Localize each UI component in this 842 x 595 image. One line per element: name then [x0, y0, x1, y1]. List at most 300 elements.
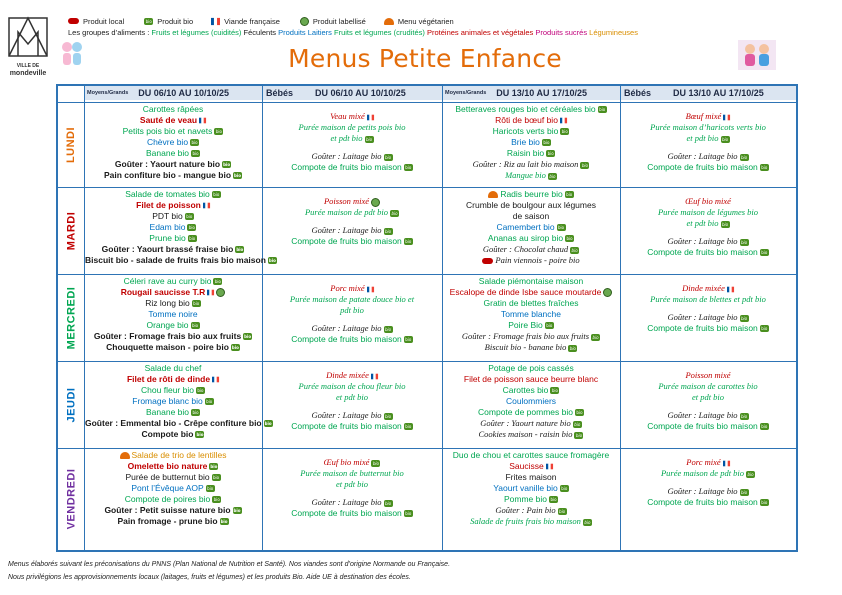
menu-item — [443, 104, 619, 115]
menu-item — [263, 421, 441, 432]
bio-icon: bio — [592, 334, 599, 340]
bio-icon: bio — [268, 258, 276, 264]
menu-item — [85, 483, 261, 494]
menu-item — [621, 457, 795, 468]
bio-icon: bio — [405, 511, 412, 517]
menu-item — [621, 294, 795, 305]
menu-item — [85, 363, 261, 374]
menu-item-text: Compote de fruits bio maison — [291, 421, 402, 431]
menu-item-text: Chèvre bio — [146, 137, 189, 147]
menu-cell — [263, 189, 441, 273]
menu-item — [263, 144, 441, 151]
menu-item — [263, 305, 441, 316]
menu-item — [621, 403, 795, 410]
menu-item — [85, 233, 261, 244]
vegetarian-icon — [384, 18, 394, 25]
menu-item-text: Salade de fruits frais bio maison — [470, 516, 581, 526]
row-divider — [58, 361, 796, 362]
menu-item — [621, 111, 795, 122]
menu-item — [621, 479, 795, 486]
menu-item-text: Raisin bio — [506, 148, 545, 158]
groups-intro: Les groupes d’aliments : — [68, 28, 150, 37]
menu-item — [443, 331, 619, 342]
bio-icon: bio — [385, 413, 392, 419]
bio-icon: bio — [566, 192, 573, 198]
header-cell — [620, 86, 796, 100]
menu-item — [85, 385, 261, 396]
menu-item-text: Goûter : Yaourt nature bio — [114, 159, 221, 169]
bio-icon: bio — [576, 410, 583, 416]
header-week-label: DU 06/10 AU 10/10/25 — [138, 88, 229, 98]
menu-item-text: Compote de fruits bio maison — [647, 323, 758, 333]
group-laitiers: Produits Laitiers — [278, 28, 332, 37]
menu-item — [621, 421, 795, 432]
menu-item-text: Goûter : Pain bio — [495, 505, 556, 515]
menu-item-text: Duo de chou et carottes sauce fromagère — [452, 450, 610, 460]
menu-cell — [443, 189, 619, 273]
menu-item-text: Goûter : Yaourt nature bio — [480, 418, 571, 428]
menu-item — [263, 323, 441, 334]
footer-line-2: Nous privilégions les approvisionnements locaux (laitages, fruits et légumes) et les produits Bio. Aide UE à destination des écoles. — [8, 574, 411, 581]
menu-item — [443, 115, 619, 126]
day-label-mardi — [58, 187, 84, 274]
bio-icon: bio — [385, 154, 392, 160]
day-name: MARDI — [65, 211, 77, 250]
day-label-mercredi — [58, 274, 84, 361]
menu-item-text: Orange bio — [146, 320, 189, 330]
legend-local — [68, 17, 124, 26]
menu-item-text: Goûter : Laitage bio — [667, 312, 738, 322]
menu-item-text: Prune bio — [149, 233, 186, 243]
menu-item-text: Cookies maison - raisin bio — [478, 429, 573, 439]
menu-item-text: Purée de butternut bio — [125, 472, 210, 482]
french-flag-icon — [212, 376, 219, 383]
menu-item — [621, 370, 795, 381]
menu-item-text: Salade de trio de lentilles — [131, 450, 227, 460]
menu-item — [263, 490, 441, 497]
menu-item — [443, 385, 619, 396]
bio-icon: bio — [213, 192, 220, 198]
bio-icon: bio — [189, 236, 196, 242]
menu-cell — [263, 104, 441, 186]
menu-item-text: Banane bio — [145, 407, 189, 417]
menu-item — [443, 407, 619, 418]
header-cell — [84, 86, 262, 100]
bio-icon: bio — [385, 326, 392, 332]
menu-item — [85, 407, 261, 418]
group-legumineuses: Légumineuses — [589, 28, 638, 37]
menu-item-text: Compote de fruits bio maison — [647, 162, 758, 172]
french-flag-icon — [560, 117, 567, 124]
menu-item — [443, 137, 619, 148]
menu-item-text: Biscuit bio - salade de fruits frais bio maison — [85, 255, 266, 265]
menu-item-text: Purée maison de pdt bio — [304, 207, 389, 217]
group-sucres: Produits sucrés — [535, 28, 588, 37]
menu-item-text: Tomme noire — [148, 309, 198, 319]
menu-item — [443, 461, 619, 472]
menu-item — [621, 229, 795, 236]
menu-item — [85, 222, 261, 233]
group-proteines: Protéines animales et végétales — [426, 28, 534, 37]
footer-line-1: Menus élaborés suivant les préconisations du PNNS (Plan National de Nutrition et Santé). Nos viandes sont d’origine Normande ou Française. — [8, 561, 451, 568]
day-name: VENDREDI — [65, 468, 77, 530]
bio-icon: bio — [385, 228, 392, 234]
bio-icon: bio — [233, 508, 241, 514]
menu-item — [443, 320, 619, 331]
header-moyens-label: Moyens/Grands — [87, 90, 129, 96]
menu-item — [443, 222, 619, 233]
bio-icon: bio — [741, 413, 748, 419]
row-divider — [58, 448, 796, 449]
bio-icon: bio — [385, 500, 392, 506]
bio-icon: bio — [546, 323, 553, 329]
menu-cell — [85, 276, 261, 360]
bio-icon: bio — [721, 136, 729, 142]
page-title: Menus Petite Enfance — [288, 44, 562, 73]
french-flag-icon — [211, 17, 220, 26]
menu-item-text: Purée maison de pdt bio — [660, 468, 745, 478]
bio-icon: bio — [213, 475, 220, 481]
menu-item-text: Purée maison de chou fleur bio — [298, 381, 406, 391]
menu-item — [443, 418, 619, 429]
menu-item — [443, 148, 619, 159]
menu-item — [85, 429, 261, 440]
menu-item — [263, 151, 441, 162]
bio-icon: bio — [405, 337, 412, 343]
day-label-vendredi — [58, 448, 84, 550]
menu-item-text: Compote de fruits bio maison — [291, 162, 402, 172]
menu-item — [85, 170, 261, 181]
menu-cell — [621, 189, 795, 273]
bio-icon: bio — [405, 239, 412, 245]
menu-item-text: Poisson mixé — [685, 370, 731, 380]
legend-vege — [384, 17, 454, 26]
menu-item — [443, 505, 619, 516]
header-bebes-label: Bébés — [624, 88, 652, 98]
menu-item-text: Potage de pois cassés — [488, 363, 574, 373]
group-feculents: Féculents — [243, 28, 277, 37]
menu-item-text: Goûter : Emmental bio - Crêpe confiture bio — [85, 418, 262, 428]
menu-item — [621, 247, 795, 258]
menu-item — [263, 508, 441, 519]
menu-item-text: Œuf bio mixé — [685, 196, 731, 206]
menu-item — [85, 472, 261, 483]
menu-item-text: Haricots verts bio — [492, 126, 559, 136]
header-week-label: DU 13/10 AU 17/10/25 — [673, 88, 764, 98]
menu-item — [263, 283, 441, 294]
menu-item-text: Goûter : Laitage bio — [311, 225, 382, 235]
bio-icon: bio — [543, 140, 550, 146]
menu-item-text: Banane bio — [145, 148, 189, 158]
bio-icon: bio — [741, 315, 748, 321]
menu-item — [263, 403, 441, 410]
menu-item — [443, 170, 619, 181]
bio-icon: bio — [405, 165, 412, 171]
bio-icon: bio — [197, 388, 204, 394]
menu-item — [263, 294, 441, 305]
menu-item — [621, 486, 795, 497]
bio-icon: bio — [207, 486, 214, 492]
menu-cell — [443, 276, 619, 360]
menu-item — [443, 516, 619, 527]
menu-item-text: Goûter : Petit suisse nature bio — [104, 505, 231, 515]
group-fruits-legumes: Fruits et légumes (cuidités) — [151, 28, 242, 37]
menu-item — [85, 287, 261, 298]
menu-item — [85, 505, 261, 516]
menu-item-text: Compote de fruits bio maison — [647, 497, 758, 507]
menu-cell — [263, 276, 441, 360]
menu-item-text: Purée maison de blettes et pdt bio — [650, 294, 766, 304]
menu-item — [263, 316, 441, 323]
menu-item-text: et pdt bio — [686, 218, 719, 228]
menu-item — [621, 283, 795, 294]
bio-icon: bio — [747, 471, 754, 477]
bio-icon: bio — [557, 225, 565, 231]
menu-item-text: Compote de fruits bio maison — [647, 247, 758, 257]
menu-item-text: Coulommiers — [505, 396, 557, 406]
menu-cell — [443, 450, 619, 549]
menu-item — [85, 244, 261, 255]
menu-item-text: Filet de poisson sauce beurre blanc — [463, 374, 599, 384]
menu-item — [263, 111, 441, 122]
bio-icon: bio — [186, 214, 193, 220]
menu-item — [85, 494, 261, 505]
menu-item-text: Poire Bio — [508, 320, 543, 330]
menu-item — [85, 309, 261, 320]
menu-item-text: et pdt bio — [686, 133, 719, 143]
bio-icon: bio — [188, 225, 195, 231]
header-moyens-label: Moyens/Grands — [445, 90, 487, 96]
menu-item-text: Poisson mixé — [323, 196, 370, 206]
menu-item-text: Œuf bio mixé — [323, 457, 370, 467]
menu-item — [85, 331, 261, 342]
menu-item-text: et pdt bio — [335, 479, 369, 489]
bio-icon: bio — [574, 421, 581, 427]
menu-item — [621, 468, 795, 479]
menu-item-text: Porc mixé — [330, 283, 365, 293]
menu-item-text: Goûter : Laitage bio — [311, 410, 382, 420]
menu-item — [621, 196, 795, 207]
bio-icon: bio — [193, 301, 200, 307]
menu-item-text: Purée maison de légumes bio — [657, 207, 759, 217]
bio-icon: bio — [223, 162, 231, 168]
menu-item — [443, 233, 619, 244]
menu-item-text: Carottes râpées — [142, 104, 204, 114]
menu-item-text: Dinde mixée — [326, 370, 369, 380]
menu-item — [263, 162, 441, 173]
bio-icon: bio — [210, 464, 218, 470]
menu-item — [85, 137, 261, 148]
label-icon — [603, 288, 612, 297]
menu-item — [621, 133, 795, 144]
bio-icon: bio — [213, 497, 220, 503]
menu-item-text: Gratin de blettes fraîches — [483, 298, 579, 308]
bio-icon: bio — [761, 424, 768, 430]
menu-item-text: Sauté de veau — [139, 115, 198, 125]
menu-item — [621, 392, 795, 403]
menu-item-text: Porc mixé — [686, 457, 721, 467]
menu-item — [443, 276, 619, 287]
menu-table — [56, 84, 798, 552]
bio-icon: bio — [741, 239, 748, 245]
menu-item-text: Chouquette maison - poire bio — [106, 342, 229, 352]
bio-icon: bio — [741, 489, 748, 495]
mondeville-logo — [6, 14, 50, 77]
legend-label-label: Produit labellisé — [312, 16, 366, 26]
menu-item — [621, 381, 795, 392]
bio-icon: bio — [236, 247, 244, 253]
menu-item — [263, 468, 441, 479]
menu-item — [263, 457, 441, 468]
bio-icon: bio — [761, 250, 768, 256]
day-label-lundi — [58, 102, 84, 187]
french-flag-icon — [727, 286, 734, 293]
bio-icon: bio — [220, 519, 228, 525]
menu-item-text: et pdt bio — [691, 392, 725, 402]
menu-item — [443, 309, 619, 320]
menu-item-text: Purée maison de carottes bio — [658, 381, 758, 391]
header-week-label: DU 13/10 AU 17/10/25 — [496, 88, 587, 98]
french-flag-icon — [546, 463, 553, 470]
menu-item-text: Salade de tomates bio — [125, 189, 210, 199]
city-logo-icon — [6, 14, 50, 60]
menu-item-text: Pain viennois - poire bio — [495, 255, 580, 265]
bio-icon: bio — [365, 136, 373, 142]
menu-item — [263, 370, 441, 381]
bio-icon: bio — [561, 486, 568, 492]
menu-item — [263, 122, 441, 133]
menu-item-text: Purée maison de butternut bio — [300, 468, 404, 478]
menu-item-text: Goûter : Laitage bio — [667, 410, 738, 420]
menu-item — [443, 298, 619, 309]
menu-item-text: Saucisse — [509, 461, 544, 471]
menu-item-text: Pain confiture bio - mangue bio — [103, 170, 232, 180]
menu-item-text: Ananas au sirop bio — [487, 233, 564, 243]
menu-item — [85, 115, 261, 126]
menu-item-text: pdt bio — [340, 305, 364, 315]
menu-item-text: Carottes bio — [502, 385, 549, 395]
bio-icon: bio — [372, 460, 379, 466]
bio-icon: bio — [264, 421, 272, 427]
bio-icon: bio — [761, 165, 768, 171]
menu-item-text: Rôti de bœuf bio — [495, 115, 558, 125]
menu-item — [443, 211, 619, 222]
menu-item-text: Bœuf mixé — [685, 111, 722, 121]
menu-item-text: Radis beurre bio — [500, 189, 563, 199]
menu-item — [621, 207, 795, 218]
menu-item-text: Goûter : Laitage bio — [667, 236, 738, 246]
group-crudites: Fruits et légumes (crudités) — [334, 28, 425, 37]
menu-item-text: Dinde mixée — [682, 283, 725, 293]
french-flag-icon — [367, 286, 374, 293]
menu-item-text: et pdt bio — [335, 392, 369, 402]
menu-item-text: Yaourt vanille bio — [493, 483, 558, 493]
menu-item-text: Céleri rave au curry bio — [123, 276, 212, 286]
local-product-icon — [482, 258, 493, 264]
menu-item — [443, 200, 619, 211]
menu-item — [443, 374, 619, 385]
menu-item — [443, 159, 619, 170]
menu-item — [263, 225, 441, 236]
legend-local-label: Produit local — [83, 16, 125, 26]
menu-item — [85, 276, 261, 287]
bio-icon: bio — [741, 154, 748, 160]
menu-item-text: Goûter : Laitage bio — [311, 497, 382, 507]
bio-icon: bio — [569, 345, 576, 351]
bio-icon: bio — [192, 151, 199, 157]
menu-item — [85, 189, 261, 200]
menu-item — [85, 211, 261, 222]
menu-item-text: Filet de rôti de dinde — [126, 374, 211, 384]
header-bebes-label: Bébés — [266, 88, 294, 98]
bio-icon: bio — [192, 410, 199, 416]
bio-icon: bio — [145, 18, 152, 24]
menu-item-text: Purée maison d’haricots verts bio — [650, 122, 766, 132]
legend-bio — [142, 17, 193, 26]
menu-item-text: Rougail saucisse T.R — [120, 287, 206, 297]
menu-item-text: Purée maison de petits pois bio — [298, 122, 406, 132]
day-name: LUNDI — [65, 126, 78, 163]
bio-icon: bio — [561, 129, 568, 135]
vegetarian-icon — [488, 191, 498, 198]
menu-cell — [85, 450, 261, 549]
menu-item — [621, 312, 795, 323]
menu-item — [263, 479, 441, 490]
menu-item — [443, 287, 619, 298]
menu-item-text: Compote de fruits bio maison — [291, 508, 402, 518]
bio-icon: bio — [549, 173, 556, 179]
legend — [68, 14, 472, 28]
vegetarian-icon — [120, 452, 130, 459]
menu-item — [85, 255, 276, 266]
menu-item — [263, 334, 441, 345]
menu-item-text: Compote de fruits bio maison — [291, 334, 402, 344]
day-name: JEUDI — [65, 387, 77, 422]
menu-item-text: Compote de fruits bio maison — [291, 236, 402, 246]
menu-item-text: Mangue bio — [505, 170, 546, 180]
bio-icon: bio — [761, 500, 768, 506]
menu-item — [85, 396, 261, 407]
menu-item — [443, 342, 619, 353]
menu-item — [443, 494, 619, 505]
french-flag-icon — [207, 289, 214, 296]
menu-item — [263, 392, 441, 403]
menu-item — [621, 236, 795, 247]
menu-item — [621, 410, 795, 421]
menu-item — [85, 450, 261, 461]
bio-icon: bio — [547, 151, 554, 157]
legend-viande-label: Viande française — [224, 16, 280, 26]
menu-item — [621, 497, 795, 508]
row-divider — [58, 187, 796, 188]
menu-item-text: Betteraves rouges bio et céréales bio — [455, 104, 596, 114]
menu-item — [621, 144, 795, 151]
row-divider — [58, 274, 796, 275]
menu-item-text: Veau mixé — [330, 111, 365, 121]
menu-item — [85, 148, 261, 159]
menu-item-text: Goûter : Laitage bio — [667, 486, 738, 496]
menu-item-text: et pdt bio — [330, 133, 363, 143]
menu-item — [443, 244, 619, 255]
menu-item-text: Compote de pommes bio — [478, 407, 573, 417]
bio-icon: bio — [581, 162, 588, 168]
menu-item-text: Goûter : Laitage bio — [311, 151, 382, 161]
menu-item-text: Crumble de boulgour aux légumes — [466, 200, 596, 210]
menu-cell — [85, 363, 272, 447]
menu-item-text: Compote bio — [141, 429, 194, 439]
bio-icon: bio — [244, 334, 252, 340]
menu-item — [621, 323, 795, 334]
